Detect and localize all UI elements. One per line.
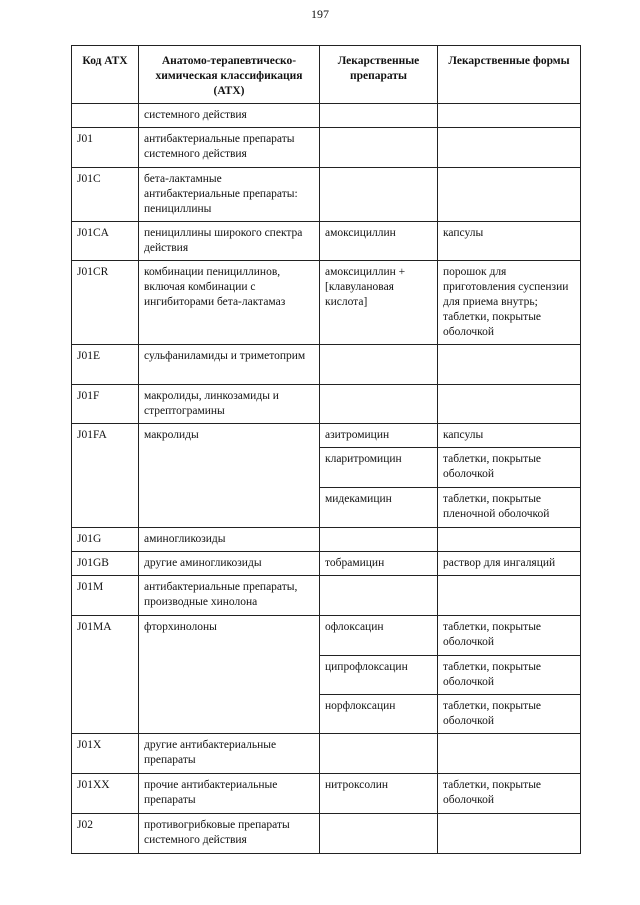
form-cell: таблетки, покрытые оболочкой xyxy=(438,695,581,734)
drug-cell xyxy=(320,104,438,128)
code-cell: J02 xyxy=(72,814,139,854)
form-cell: капсулы xyxy=(438,424,581,448)
code-cell: J01FA xyxy=(72,424,139,528)
classification-cell: аминогликозиды xyxy=(139,528,320,552)
code-cell: J01G xyxy=(72,528,139,552)
table-row xyxy=(72,552,581,576)
classification-cell: сульфаниламиды и триметоприм xyxy=(139,345,320,385)
table-row xyxy=(72,345,581,385)
form-cell: таблетки, покрытые оболочкой xyxy=(438,774,581,814)
header-classification: Анатомо-терапевтическо-химическая классификация (АТХ) xyxy=(139,46,320,104)
form-cell xyxy=(438,734,581,774)
classification-cell: другие аминогликозиды xyxy=(139,552,320,576)
classification-cell: макролиды xyxy=(139,424,320,528)
table-row xyxy=(72,576,581,616)
code-cell: J01GB xyxy=(72,552,139,576)
drug-cell: амоксициллин xyxy=(320,222,438,261)
form-cell xyxy=(438,814,581,854)
table-row xyxy=(72,774,581,814)
drug-cell xyxy=(320,345,438,385)
drug-cell xyxy=(320,168,438,222)
drug-cell: норфлоксацин xyxy=(320,695,438,734)
drug-cell xyxy=(320,814,438,854)
drug-cell xyxy=(320,734,438,774)
code-cell: J01MA xyxy=(72,616,139,734)
form-cell: капсулы xyxy=(438,222,581,261)
table-row xyxy=(72,222,581,261)
table-row xyxy=(72,128,581,168)
classification-cell: прочие антибактериальные препараты xyxy=(139,774,320,814)
classification-cell: антибактериальные препараты системного действия xyxy=(139,128,320,168)
drug-cell: азитромицин xyxy=(320,424,438,448)
classification-cell: макролиды, линкозамиды и стрептограмины xyxy=(139,385,320,424)
code-cell: J01F xyxy=(72,385,139,424)
form-cell xyxy=(438,576,581,616)
classification-cell: противогрибковые препараты системного действия xyxy=(139,814,320,854)
code-cell: J01M xyxy=(72,576,139,616)
code-cell: J01X xyxy=(72,734,139,774)
form-cell xyxy=(438,528,581,552)
form-cell: раствор для ингаляций xyxy=(438,552,581,576)
form-cell: порошок для приготовления суспензии для приема внутрь; таблетки, покрытые оболочкой xyxy=(438,261,581,345)
table-row xyxy=(72,734,581,774)
drug-cell: тобрамицин xyxy=(320,552,438,576)
drug-cell: амоксициллин + [клавулановая кислота] xyxy=(320,261,438,345)
table-header-row xyxy=(72,46,581,104)
page-number: 197 xyxy=(311,7,329,21)
drug-cell xyxy=(320,385,438,424)
classification-cell: фторхинолоны xyxy=(139,616,320,734)
code-cell: J01C xyxy=(72,168,139,222)
code-cell: J01 xyxy=(72,128,139,168)
header-drugs: Лекарственные препараты xyxy=(320,46,438,104)
drug-cell: нитроксолин xyxy=(320,774,438,814)
atx-table xyxy=(71,45,581,854)
form-cell xyxy=(438,104,581,128)
table-row xyxy=(72,616,581,656)
table-row xyxy=(72,424,581,448)
form-cell: таблетки, покрытые оболочкой xyxy=(438,656,581,695)
classification-cell: пенициллины широкого спектра действия xyxy=(139,222,320,261)
form-cell xyxy=(438,128,581,168)
drug-cell xyxy=(320,528,438,552)
drug-cell xyxy=(320,128,438,168)
code-cell xyxy=(72,104,139,128)
drug-cell: мидекамицин xyxy=(320,488,438,528)
drug-cell: кларитромицин xyxy=(320,448,438,488)
form-cell xyxy=(438,385,581,424)
form-cell: таблетки, покрытые оболочкой xyxy=(438,616,581,656)
form-cell xyxy=(438,168,581,222)
table-row xyxy=(72,104,581,128)
drug-cell xyxy=(320,576,438,616)
header-code: Код АТХ xyxy=(72,46,139,104)
form-cell: таблетки, покрытые оболочкой xyxy=(438,448,581,488)
table-row xyxy=(72,814,581,854)
code-cell: J01CA xyxy=(72,222,139,261)
form-cell xyxy=(438,345,581,385)
code-cell: J01XX xyxy=(72,774,139,814)
table-row xyxy=(72,385,581,424)
classification-cell: комбинации пенициллинов, включая комбинации с ингибиторами бета-лактамаз xyxy=(139,261,320,345)
table-row xyxy=(72,528,581,552)
drug-cell: офлоксацин xyxy=(320,616,438,656)
table-row xyxy=(72,168,581,222)
table-row xyxy=(72,261,581,345)
form-cell: таблетки, покрытые пленочной оболочкой xyxy=(438,488,581,528)
drug-cell: ципрофлоксацин xyxy=(320,656,438,695)
classification-cell: другие антибактериальные препараты xyxy=(139,734,320,774)
code-cell: J01E xyxy=(72,345,139,385)
classification-cell: бета-лактамные антибактериальные препараты: пенициллины xyxy=(139,168,320,222)
code-cell: J01CR xyxy=(72,261,139,345)
header-forms: Лекарственные формы xyxy=(438,46,581,104)
classification-cell: антибактериальные препараты, производные хинолона xyxy=(139,576,320,616)
classification-cell: системного действия xyxy=(139,104,320,128)
